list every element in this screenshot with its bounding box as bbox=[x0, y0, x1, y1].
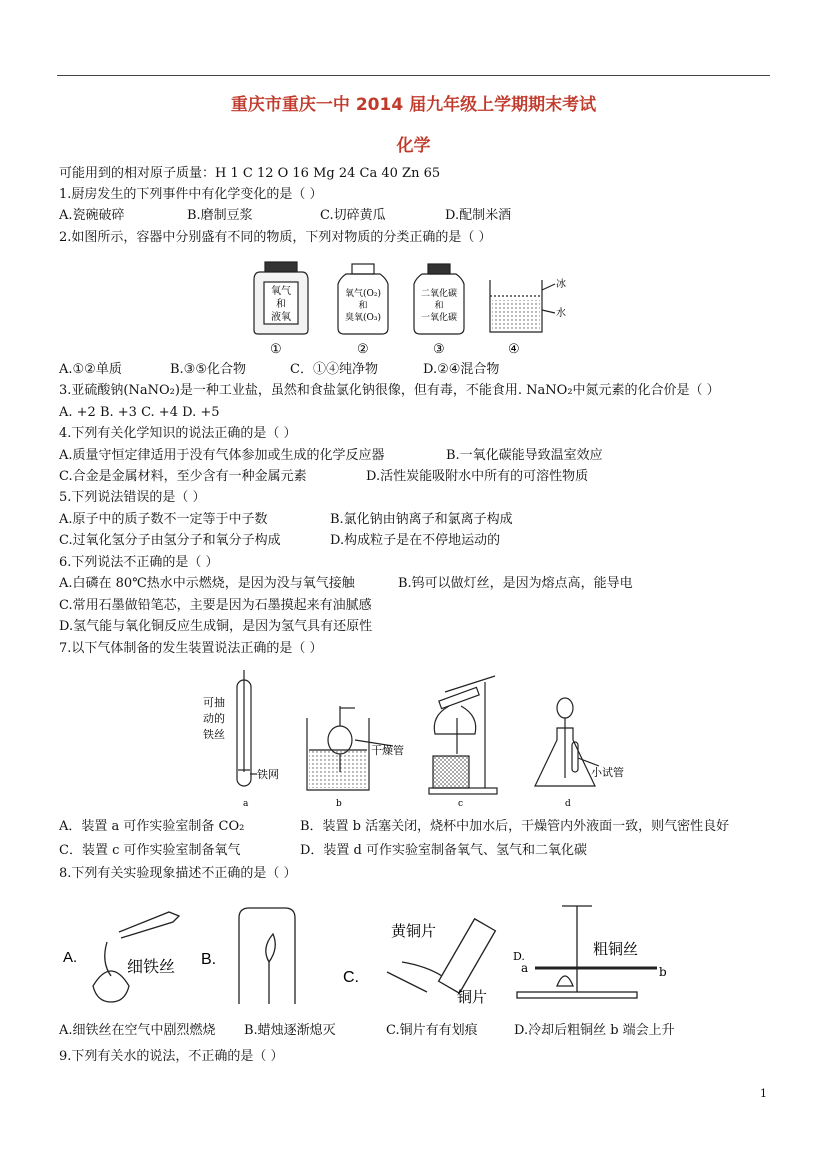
brass-plate-label: 黄铜片 bbox=[391, 922, 437, 940]
q2-option-b: B.③⑤化合物 bbox=[170, 362, 246, 377]
q8-option-a: A.细铁丝在空气中剧烈燃烧 bbox=[59, 1023, 216, 1038]
q2-option-d: D.②④混合物 bbox=[423, 362, 500, 377]
q6-option-b: B.钨可以做灯丝，是因为熔点高，能导电 bbox=[398, 576, 633, 591]
q1-option-d: D.配制米酒 bbox=[445, 208, 512, 223]
q4-option-a: A.质量守恒定律适用于没有气体参加或生成的化学反应器 bbox=[59, 448, 385, 463]
apparatus-d-label: d bbox=[565, 799, 571, 809]
q3-options: A. +2 B. +3 C. +4 D. +5 bbox=[59, 405, 220, 420]
q7-stem: 7.以下气体制备的发生装置说法正确的是（ ） bbox=[59, 641, 323, 656]
apparatus-a-label: a bbox=[243, 799, 249, 809]
jar2-label-2: 和 bbox=[358, 301, 368, 311]
q8-option-d: D.冷却后粗铜丝 b 端会上升 bbox=[514, 1023, 675, 1038]
apparatus-b-label: b bbox=[336, 799, 342, 809]
q2-option-c: C．①④纯净物 bbox=[290, 362, 378, 377]
figure-num-3: ③ bbox=[433, 342, 445, 357]
q9-stem: 9.下列有关水的说法，不正确的是（ ） bbox=[59, 1049, 284, 1064]
atomic-masses: 可能用到的相对原子质量：H 1 C 12 O 16 Mg 24 Ca 40 Zn 65 bbox=[59, 166, 441, 181]
q7-option-d: D．装置 d 可作实验室制备氧气、氢气和二氧化碳 bbox=[300, 843, 588, 858]
q5-option-b: B.氯化钠由钠离子和氯离子构成 bbox=[330, 512, 513, 527]
q1-stem: 1.厨房发生的下列事件中有化学变化的是（ ） bbox=[59, 187, 323, 202]
jar2-label-1: 氧气(O₂) bbox=[344, 289, 382, 299]
jar1-label-2: 和 bbox=[276, 299, 286, 310]
q6-stem: 6.下列说法不正确的是（ ） bbox=[59, 555, 219, 570]
q8-experiment-figure bbox=[57, 892, 727, 1016]
jar3-label-2: 和 bbox=[434, 301, 444, 311]
figure-num-4: ④ bbox=[508, 342, 520, 357]
q4-option-d: D.活性炭能吸附水中所有的可溶性物质 bbox=[366, 469, 589, 484]
drying-tube-label: 干燥管 bbox=[371, 744, 404, 757]
exp-a-label: A. bbox=[63, 949, 78, 966]
exp-c-label: C. bbox=[343, 969, 359, 986]
wire-end-a: a bbox=[521, 961, 529, 975]
jar2-label-3: 臭氧(O₃) bbox=[344, 313, 382, 323]
jar3-label-3: 一氧化碳 bbox=[420, 313, 458, 323]
jar3-label-1: 二氧化碳 bbox=[420, 289, 458, 299]
q5-option-a: A.原子中的质子数不一定等于中子数 bbox=[59, 512, 268, 527]
q2-jars-figure bbox=[250, 258, 580, 358]
fine-wire-label: 细铁丝 bbox=[127, 957, 176, 976]
q8-option-b: B.蜡烛逐渐熄灭 bbox=[244, 1023, 336, 1038]
q5-stem: 5.下列说法错误的是（ ） bbox=[59, 490, 206, 505]
movable-wire-label-1: 可抽 bbox=[203, 696, 225, 709]
movable-wire-label-3: 铁丝 bbox=[203, 728, 225, 741]
q1-option-b: B.磨制豆浆 bbox=[187, 208, 253, 223]
q7-option-a: A．装置 a 可作实验室制备 CO₂ bbox=[59, 819, 245, 834]
q6-option-a: A.白磷在 80℃热水中示燃烧，是因为没与氧气接触 bbox=[59, 576, 355, 591]
exp-d-label: D. bbox=[513, 950, 525, 963]
thick-wire-label: 粗铜丝 bbox=[593, 940, 639, 958]
q5-option-c: C.过氧化氢分子由氢分子和氧分子构成 bbox=[59, 533, 281, 548]
q7-option-c: C．装置 c 可作实验室制备氧气 bbox=[59, 843, 241, 858]
q2-option-a: A.①②单质 bbox=[59, 362, 122, 377]
small-tube-label: 小试管 bbox=[591, 766, 624, 779]
apparatus-c-label: c bbox=[458, 799, 464, 809]
q2-stem: 2.如图所示，容器中分别盛有不同的物质，下列对物质的分类正确的是（ ） bbox=[59, 230, 492, 245]
jar1-label-1: 氧气 bbox=[271, 286, 291, 297]
jar1-label-3: 液氧 bbox=[271, 312, 291, 323]
q7-apparatus-figure bbox=[195, 662, 635, 810]
figure-num-2: ② bbox=[357, 342, 369, 357]
q8-option-c: C.铜片有有划痕 bbox=[386, 1023, 478, 1038]
q1-option-a: A.瓷碗破碎 bbox=[59, 208, 125, 223]
q3-stem: 3.亚硫酸钠(NaNO₂)是一种工业盐，虽然和食盐氯化钠很像，但有毒，不能食用. NaNO₂中氮元素的化合价是（ ） bbox=[59, 383, 720, 398]
exam-subject: 化学 bbox=[396, 136, 431, 156]
wire-end-b: b bbox=[659, 965, 667, 979]
q4-stem: 4.下列有关化学知识的说法正确的是（ ） bbox=[59, 426, 297, 441]
q4-option-b: B.一氧化碳能导致温室效应 bbox=[446, 448, 603, 463]
water-label: 水 bbox=[556, 308, 566, 319]
exam-title: 重庆市重庆一中 2014 届九年级上学期期末考试 bbox=[230, 95, 597, 115]
exp-b-label: B. bbox=[201, 951, 217, 968]
q6-option-c: C.常用石墨做铅笔芯，主要是因为石墨摸起来有油腻感 bbox=[59, 598, 372, 613]
q1-option-c: C.切碎黄瓜 bbox=[320, 208, 386, 223]
copper-plate-label: 铜片 bbox=[457, 988, 488, 1006]
q6-option-d: D.氢气能与氧化铜反应生成铜，是因为氢气具有还原性 bbox=[59, 619, 373, 634]
ice-label: 冰 bbox=[556, 279, 566, 290]
movable-wire-label-2: 动的 bbox=[203, 712, 225, 725]
q5-option-d: D.构成粒子是在不停地运动的 bbox=[330, 533, 501, 548]
q4-option-c: C.合金是金属材料，至少含有一种金属元素 bbox=[59, 469, 307, 484]
q7-option-b: B．装置 b 活塞关闭，烧杯中加水后，干燥管内外液面一致，则气密性良好 bbox=[300, 819, 730, 834]
iron-mesh-label: 铁网 bbox=[257, 768, 279, 781]
header-rule bbox=[57, 75, 770, 76]
page-number: 1 bbox=[760, 1087, 767, 1100]
q8-stem: 8.下列有关实验现象描述不正确的是（ ） bbox=[59, 866, 297, 881]
figure-num-1: ① bbox=[270, 342, 282, 357]
